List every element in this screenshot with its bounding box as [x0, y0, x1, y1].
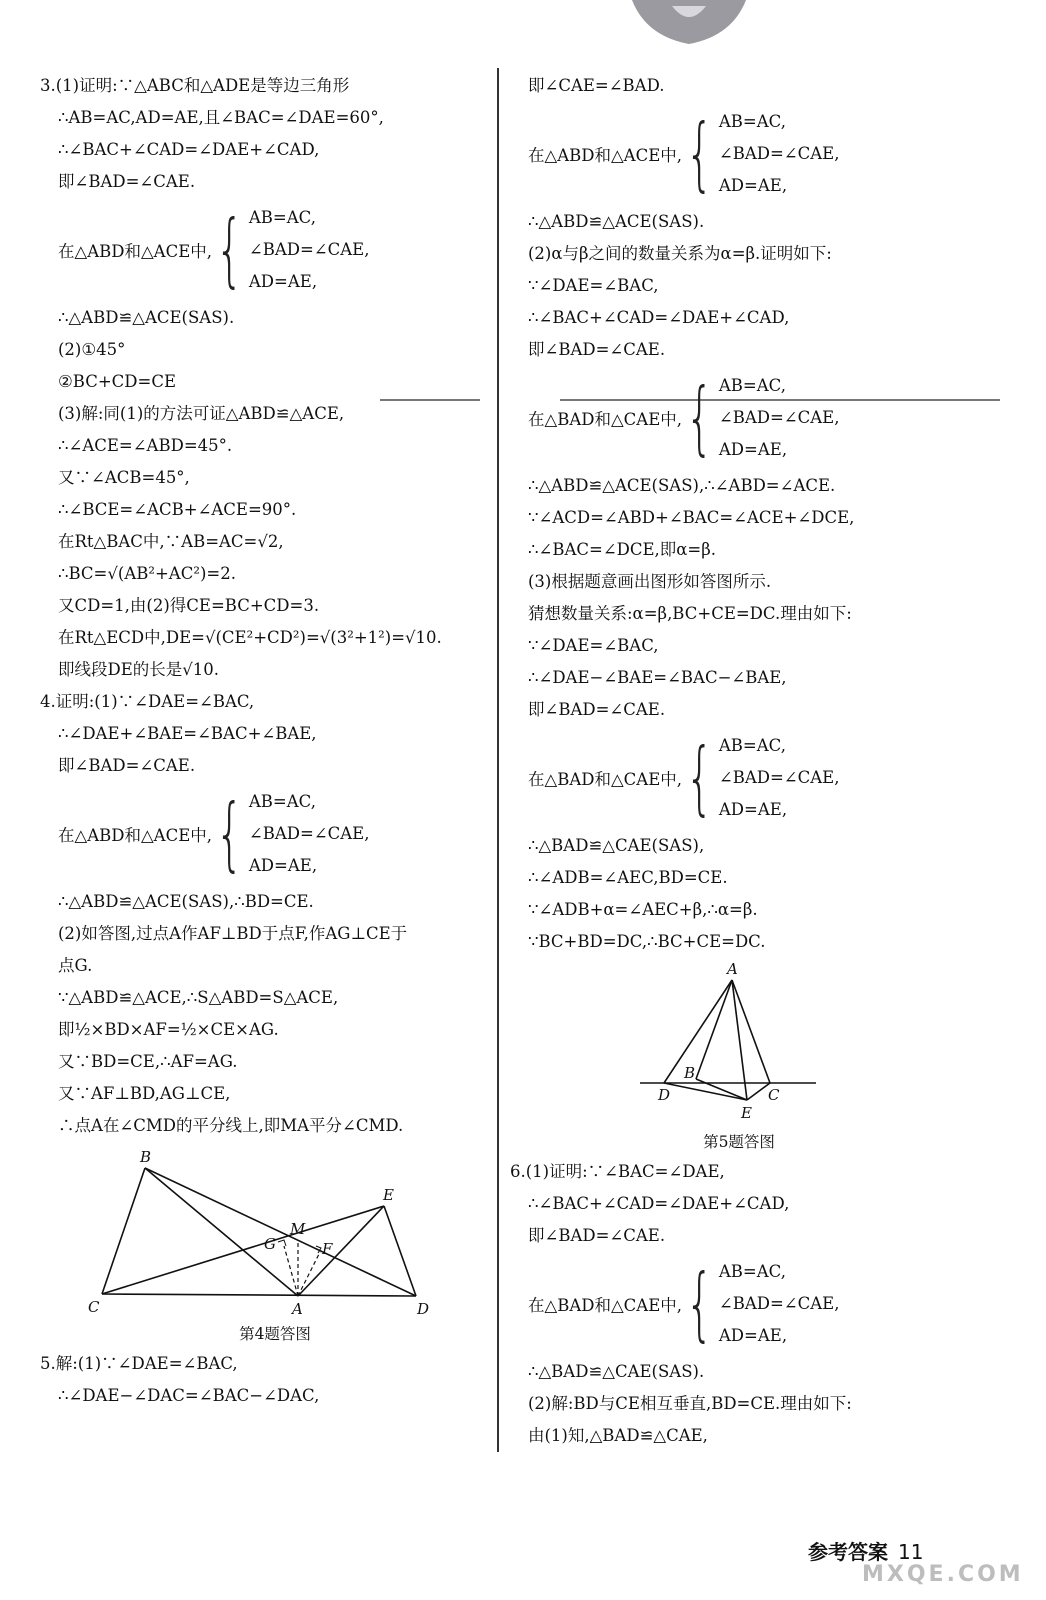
- system-row: ∠BAD=∠CAE,: [248, 240, 370, 259]
- equation-system: [40, 198, 510, 302]
- top-decoration: [632, 0, 746, 46]
- text-line: 即线段DE的长是√10.: [58, 660, 220, 679]
- system-label: 在△ABD和△ACE中,: [58, 826, 212, 845]
- text-line: 即∠BAD=∠CAE.: [58, 172, 196, 191]
- left-column: [40, 70, 510, 1412]
- text-line: 又CD=1,由(2)得CE=BC+CD=3.: [58, 596, 320, 615]
- text-line: (2)①45°: [58, 340, 126, 359]
- text-line: ∴∠ADB=∠AEC,BD=CE.: [528, 868, 728, 887]
- label-C: C: [768, 1086, 780, 1104]
- text-line: ∵∠ACD=∠ABD+∠BAC=∠ACE+∠DCE,: [528, 508, 855, 527]
- text-line: 4.证明:(1)∵∠DAE=∠BAC,: [40, 692, 255, 711]
- label-D: D: [417, 1300, 430, 1318]
- text-line: ∴△ABD≌△ACE(SAS).: [528, 212, 705, 231]
- system-label: 在△ABD和△ACE中,: [58, 242, 212, 261]
- system-row: ∠BAD=∠CAE,: [718, 768, 840, 787]
- brace-icon: {: [685, 371, 714, 464]
- system-row: ∠BAD=∠CAE,: [248, 824, 370, 843]
- figure-4-caption: 第4题答图: [239, 1325, 311, 1343]
- label-E: E: [741, 1104, 752, 1122]
- text-line: 3.(1)证明:∵△ABC和△ADE是等边三角形: [40, 76, 350, 95]
- text-line: (3)根据题意画出图形如答图所示.: [528, 572, 772, 591]
- brace-icon: {: [215, 203, 244, 296]
- text-line: ∴∠DAE−∠DAC=∠BAC−∠DAC,: [58, 1386, 320, 1405]
- text-line: ∴△ABD≌△ACE(SAS),∴∠ABD=∠ACE.: [528, 476, 836, 495]
- label-F: F: [322, 1240, 333, 1258]
- text-line: 在Rt△BAC中,∵AB=AC=√2,: [58, 532, 284, 551]
- text-line: 即∠BAD=∠CAE.: [58, 756, 196, 775]
- page-number: 11: [898, 1540, 924, 1564]
- system-row: ∠BAD=∠CAE,: [718, 408, 840, 427]
- text-line: ∴△BAD≌△CAE(SAS),: [528, 836, 705, 855]
- page-footer: [808, 1536, 923, 1565]
- text-line: 由(1)知,△BAD≌△CAE,: [528, 1426, 708, 1445]
- right-column: [510, 70, 994, 1452]
- text-line: 即∠BAD=∠CAE.: [528, 1226, 666, 1245]
- system-row: AB=AC,: [248, 208, 316, 227]
- text-line: ∴∠ACE=∠ABD=45°.: [58, 436, 233, 455]
- text-line: ∵BC+BD=DC,∴BC+CE=DC.: [528, 932, 766, 951]
- q4-block: [40, 686, 510, 1412]
- system-row: ∠BAD=∠CAE,: [718, 144, 840, 163]
- text-line: 在Rt△ECD中,DE=√(CE²+CD²)=√(3²+1²)=√10.: [58, 628, 442, 647]
- text-line: (3)解:同(1)的方法可证△ABD≌△ACE,: [58, 404, 345, 423]
- system-label: 在△BAD和△CAE中,: [528, 770, 682, 789]
- label-A: A: [727, 960, 738, 978]
- text-line: (2)如答图,过点A作AF⊥BD于点F,作AG⊥CE于: [58, 924, 408, 943]
- text-line: ∴∠BAC+∠CAD=∠DAE+∠CAD,: [58, 140, 320, 159]
- equation-system: [524, 366, 994, 470]
- system-row: AD=AE,: [718, 176, 788, 195]
- label-A: A: [292, 1300, 303, 1318]
- label-M: M: [290, 1220, 306, 1238]
- system-label: 在△BAD和△CAE中,: [528, 410, 682, 429]
- system-label: 在△ABD和△ACE中,: [528, 146, 682, 165]
- system-row: ∠BAD=∠CAE,: [718, 1294, 840, 1313]
- text-line: ∴∠BCE=∠ACB+∠ACE=90°.: [58, 500, 297, 519]
- system-row: AD=AE,: [718, 440, 788, 459]
- figure-5-diagram: [524, 958, 994, 1128]
- text-line: ∴△ABD≌△ACE(SAS),∴BD=CE.: [58, 892, 314, 911]
- text-line: 即½×BD×AF=½×CE×AG.: [58, 1020, 279, 1039]
- system-row: AD=AE,: [248, 272, 318, 291]
- label-B: B: [684, 1064, 696, 1082]
- brace-icon: {: [215, 787, 244, 880]
- watermark: MXQE.COM: [862, 1562, 1024, 1587]
- system-row: AB=AC,: [718, 112, 786, 131]
- text-line: 5.解:(1)∵∠DAE=∠BAC,: [40, 1354, 238, 1373]
- text-line: ∴∠BAC+∠CAD=∠DAE+∠CAD,: [528, 308, 790, 327]
- label-E: E: [383, 1186, 394, 1204]
- text-line: 又∵AF⊥BD,AG⊥CE,: [58, 1084, 231, 1103]
- text-line: ②BC+CD=CE: [58, 372, 177, 391]
- text-line: ∵∠DAE=∠BAC,: [528, 636, 659, 655]
- text-line: 即∠BAD=∠CAE.: [528, 340, 666, 359]
- system-row: AD=AE,: [718, 800, 788, 819]
- system-row: AB=AC,: [718, 376, 786, 395]
- text-line: (2)解:BD与CE相互垂直,BD=CE.理由如下:: [528, 1394, 852, 1413]
- text-line: 又∵BD=CE,∴AF=AG.: [58, 1052, 238, 1071]
- text-line: ∴点A在∠CMD的平分线上,即MA平分∠CMD.: [58, 1116, 404, 1135]
- equation-system: [524, 1252, 994, 1356]
- text-line: ∵∠DAE=∠BAC,: [528, 276, 659, 295]
- brace-icon: {: [685, 1257, 714, 1350]
- text-line: ∴BC=√(AB²+AC²)=2.: [58, 564, 236, 583]
- text-line: ∴AB=AC,AD=AE,且∠BAC=∠DAE=60°,: [58, 108, 384, 127]
- text-line: ∴∠BAC+∠CAD=∠DAE+∠CAD,: [528, 1194, 790, 1213]
- system-row: AD=AE,: [248, 856, 318, 875]
- footer-label: 参考答案: [808, 1540, 888, 1564]
- text-line: ∴∠DAE+∠BAE=∠BAC+∠BAE,: [58, 724, 317, 743]
- text-line: ∴△ABD≌△ACE(SAS).: [58, 308, 235, 327]
- brace-icon: {: [685, 731, 714, 824]
- text-line: 即∠BAD=∠CAE.: [528, 700, 666, 719]
- system-row: AD=AE,: [718, 1326, 788, 1345]
- text-line: 猜想数量关系:α=β,BC+CE=DC.理由如下:: [528, 604, 852, 623]
- text-line: ∴∠DAE−∠BAE=∠BAC−∠BAE,: [528, 668, 787, 687]
- text-line: ∴∠BAC=∠DCE,即α=β.: [528, 540, 717, 559]
- q3-block: [40, 70, 510, 686]
- text-line: 点G.: [58, 956, 93, 975]
- system-row: AB=AC,: [718, 736, 786, 755]
- figure-4-diagram: [40, 1142, 480, 1320]
- brace-icon: {: [685, 107, 714, 200]
- text-line: 6.(1)证明:∵∠BAC=∠DAE,: [510, 1162, 725, 1181]
- label-C: C: [88, 1298, 100, 1316]
- system-row: AB=AC,: [718, 1262, 786, 1281]
- text-line: ∵∠ADB+α=∠AEC+β,∴α=β.: [528, 900, 758, 919]
- equation-system: [524, 726, 994, 830]
- system-label: 在△BAD和△CAE中,: [528, 1296, 682, 1315]
- label-B: B: [140, 1148, 152, 1166]
- label-D: D: [658, 1086, 671, 1104]
- equation-system: [524, 102, 994, 206]
- text-line: (2)α与β之间的数量关系为α=β.证明如下:: [528, 244, 832, 263]
- text-line: 又∵∠ACB=45°,: [58, 468, 190, 487]
- figure-5-caption: 第5题答图: [703, 1133, 775, 1151]
- figure-5: [524, 958, 994, 1156]
- system-row: AB=AC,: [248, 792, 316, 811]
- text-line: ∵△ABD≌△ACE,∴S△ABD=S△ACE,: [58, 988, 339, 1007]
- equation-system: [40, 782, 510, 886]
- text-line: 即∠CAE=∠BAD.: [528, 76, 665, 95]
- label-G: G: [264, 1235, 276, 1253]
- figure-4: [40, 1142, 510, 1348]
- text-line: ∴△BAD≌△CAE(SAS).: [528, 1362, 705, 1381]
